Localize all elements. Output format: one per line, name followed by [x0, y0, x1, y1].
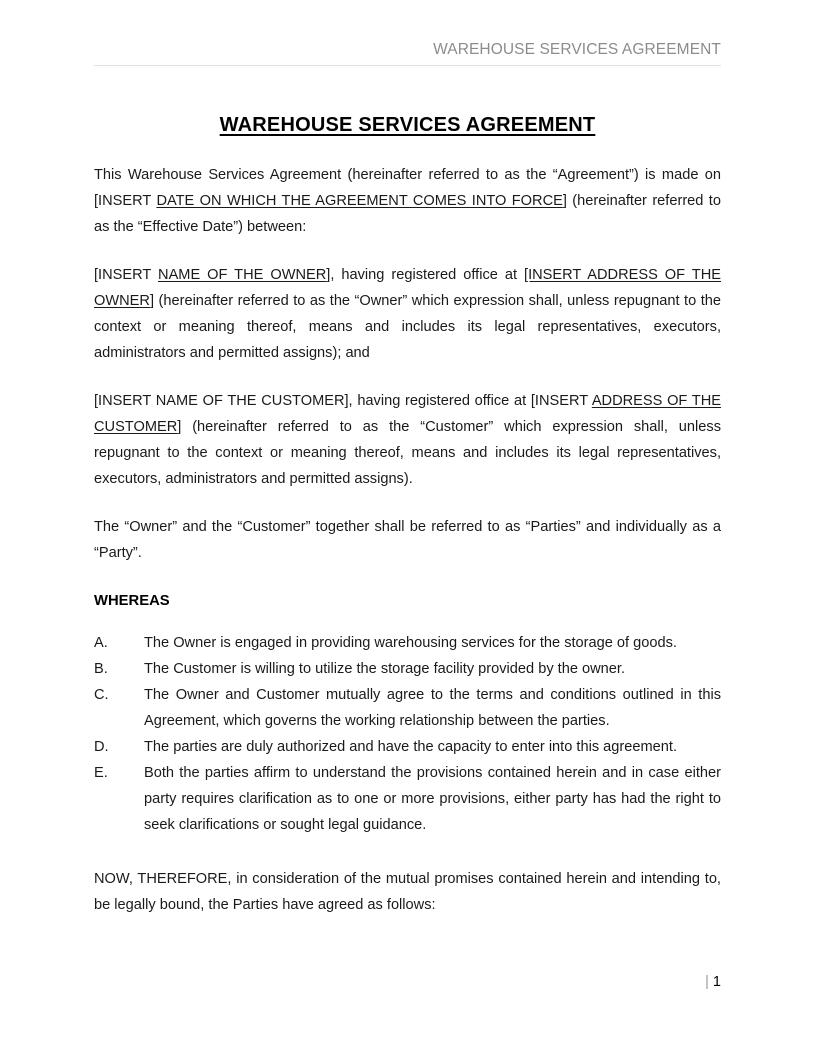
placeholder-owner-address: [INSERT ADDRESS OF THE OWNER: [94, 267, 721, 310]
paragraph-preamble: [94, 162, 721, 240]
list-item-text: Both the parties affirm to understand the provisions contained herein and in case either party requires clarification as to one or more provisions, either party has had the right to seek clarifications or sought legal guidance.: [144, 765, 721, 834]
running-header-title: WAREHOUSE SERVICES AGREEMENT: [433, 41, 721, 58]
placeholder-effective-date: DATE ON WHICH THE AGREEMENT COMES INTO FORCE: [156, 193, 563, 210]
list-item-text: The Owner and Customer mutually agree to the terms and conditions outlined in this Agreement, which governs the working relationship between the parties.: [144, 687, 721, 730]
footer-separator: |: [705, 974, 709, 990]
list-item: [94, 760, 721, 838]
header-divider: [94, 65, 721, 66]
paragraph-owner: [94, 262, 721, 366]
list-item-marker: A.: [94, 635, 108, 652]
paragraph-customer: [94, 388, 721, 492]
paragraph-owner-part-2: ], having registered office at: [326, 267, 525, 284]
page-title-text: WAREHOUSE SERVICES AGREEMENT: [219, 114, 596, 137]
whereas-list: [94, 630, 721, 838]
paragraph-now-therefore: NOW, THEREFORE, in consideration of the mutual promises contained herein and intending to, be legally bound, the Parties have agreed as follows:: [94, 871, 721, 914]
paragraph-parties: The “Owner” and the “Customer” together shall be referred to as “Parties” and individually as a “Party”.: [94, 519, 721, 562]
paragraph-customer-part-1: [INSERT NAME OF THE CUSTOMER], having registered office at [INSERT: [94, 393, 592, 410]
list-item-text: The Customer is willing to utilize the storage facility provided by the owner.: [144, 661, 626, 678]
paragraph-preamble-part-2: ] (hereinafter referred to as the “Effective Date”) between:: [94, 193, 721, 236]
paragraph-owner-part-1: [INSERT: [94, 267, 159, 284]
list-item-marker: E.: [94, 765, 108, 782]
paragraph-preamble-part-1: This Warehouse Services Agreement (hereinafter referred to as the “Agreement”) is made on [INSERT: [94, 167, 721, 210]
list-item-text: The parties are duly authorized and have the capacity to enter into this agreement.: [144, 739, 677, 756]
list-item: [94, 656, 721, 682]
list-item: [94, 682, 721, 734]
list-item-text: The Owner is engaged in providing warehousing services for the storage of goods.: [144, 635, 677, 652]
page-title: [94, 114, 721, 137]
list-item: [94, 630, 721, 656]
page-content: [94, 0, 721, 933]
placeholder-customer-address: ADDRESS OF THE CUSTOMER: [94, 393, 721, 436]
paragraph-owner-part-3: ] (hereinafter referred to as the “Owner” which expression shall, unless repugnant to the context or meaning thereof, means and includes its legal representatives, executors, administrators and permitted assigns); and: [94, 293, 721, 362]
list-item-marker: B.: [94, 661, 108, 678]
page-number: 1: [712, 974, 721, 990]
running-header: [94, 0, 721, 66]
list-item: [94, 734, 721, 760]
list-item-marker: C.: [94, 687, 109, 704]
placeholder-owner-name: NAME OF THE OWNER: [158, 267, 327, 284]
section-heading-whereas: WHEREAS: [94, 593, 170, 610]
paragraph-customer-part-2: ] (hereinafter referred to as the “Customer” which expression shall, unless repugnant to the context or meaning thereof, means and includes its legal representatives, executors, administrators and permitted assigns).: [94, 419, 721, 488]
page-footer: [94, 972, 721, 992]
list-item-marker: D.: [94, 739, 109, 756]
